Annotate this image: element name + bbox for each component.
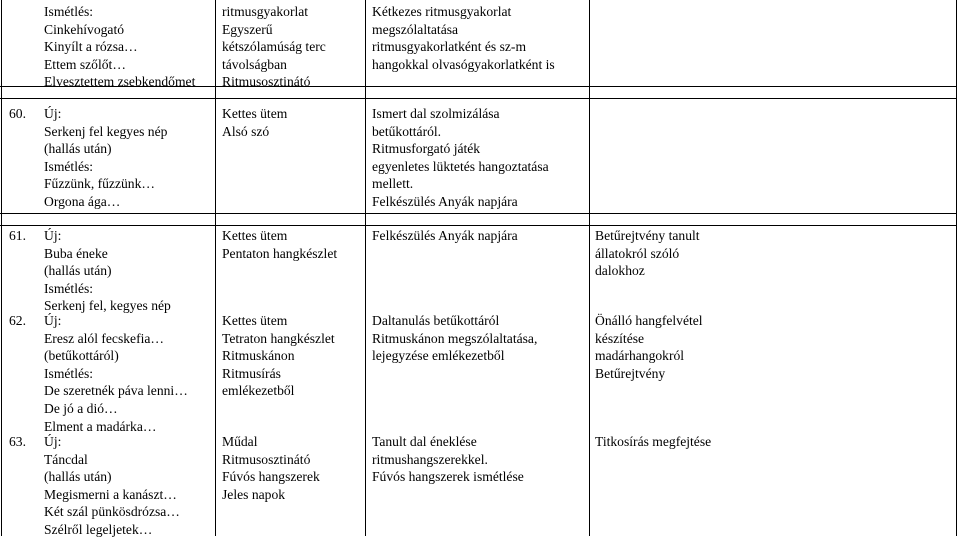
topic-cell [222, 105, 287, 140]
cell-text-line: Ritmuskánon megszólaltatása, [372, 330, 538, 346]
song-list-cell [44, 433, 180, 539]
song-list-cell [44, 227, 171, 315]
cell-text-line: De szeretnék páva lenni… [44, 383, 188, 399]
cell-text-line: Felkészülés Anyák napjára [372, 193, 518, 209]
cell-text-line: Kettes ütem [222, 106, 288, 121]
cell-text-line: Buba éneke [44, 245, 108, 261]
cell-text-line: kétszólamúság terc [222, 39, 326, 55]
cell-text-line: Elvesztettem zsebkendőmet [44, 74, 196, 90]
task-cell [595, 433, 711, 451]
cell-text-line: Ritmusírás [222, 365, 281, 381]
cell-text-line: megszólaltatása [372, 21, 459, 37]
cell-text-line: Önálló hangfelvétel [595, 313, 703, 328]
cell-text-line: Felkészülés Anyák napjára [372, 228, 518, 243]
cell-text-line: Ritmusosztinátó [222, 74, 311, 90]
topic-cell [222, 227, 337, 262]
cell-text-line: dalokhoz [595, 263, 645, 279]
cell-text-line: Titkosírás megfejtése [595, 434, 712, 449]
cell-text-line: egyenletes lüktetés hangoztatása [372, 158, 549, 174]
cell-text-line: Szélről legeljetek… [44, 521, 153, 537]
song-list-cell [44, 3, 195, 91]
cell-text-line: (hallás után) [44, 469, 112, 485]
cell-text-line: betűkottáról. [372, 123, 442, 139]
cell-text-line: Új: [44, 313, 62, 328]
cell-text-line: Kinyílt a rózsa… [44, 39, 138, 55]
cell-text-line: Új: [44, 434, 62, 449]
cell-text-line: Cinkehívogató [44, 21, 125, 37]
table-row [0, 225, 957, 314]
cell-text-line: Fűzzünk, fűzzünk… [44, 176, 155, 192]
cell-text-line: Új: [44, 106, 62, 121]
cell-text-line: távolságban [222, 56, 287, 72]
cell-text-line: Ritmuskánon [222, 348, 295, 364]
cell-text-line: (hallás után) [44, 141, 112, 157]
topic-cell [222, 3, 326, 91]
cell-text-line: Két szál pünkösdrózsa… [44, 504, 180, 520]
topic-cell [222, 312, 335, 400]
activity-cell [372, 105, 549, 211]
cell-text-line: (hallás után) [44, 263, 112, 279]
topic-cell [222, 433, 320, 503]
cell-text-line: ritmusgyakorlatként és sz-m [372, 39, 527, 55]
activity-cell [372, 3, 555, 73]
cell-text-line: madárhangokról [595, 348, 685, 364]
table-row [0, 98, 957, 213]
song-list-cell [44, 312, 188, 435]
cell-text-line: Ismétlés: [44, 280, 94, 296]
cell-text-line: Ismétlés: [44, 158, 94, 174]
cell-text-line: Orgona ága… [44, 193, 121, 209]
cell-text-line: ritmusgyakorlat [222, 4, 309, 19]
cell-text-line: Kétkezes ritmusgyakorlat [372, 4, 512, 19]
cell-text-line: Betűrejtvény tanult [595, 228, 700, 243]
cell-text-line: Kettes ütem [222, 228, 288, 243]
cell-text-line: Serkenj fel kegyes nép [44, 123, 168, 139]
cell-text-line: Daltanulás betűkottáról [372, 313, 500, 328]
cell-text-line: Elment a madárka… [44, 418, 157, 434]
cell-text-line: Ismétlés: [44, 365, 94, 381]
cell-text-line: állatokról szóló [595, 245, 680, 261]
task-cell [595, 227, 700, 280]
cell-text-line: Tetraton hangkészlet [222, 330, 335, 346]
lesson-number: 60. [9, 106, 26, 121]
table-row [0, 431, 957, 536]
cell-text-line: Fúvós hangszerek ismétlése [372, 469, 524, 485]
lesson-number: 62. [9, 313, 26, 328]
activity-cell [372, 312, 537, 365]
cell-text-line: Betűrejtvény [595, 365, 666, 381]
cell-text-line: Jeles napok [222, 486, 286, 502]
cell-text-line: lejegyzése emlékezetből [372, 348, 505, 364]
cell-text-line: Eresz alól fecskefia… [44, 330, 165, 346]
cell-text-line: Ettem szőlőt… [44, 56, 126, 72]
song-list-cell [44, 105, 167, 211]
cell-text-line: Műdal [222, 434, 258, 449]
cell-text-line: Ritmusforgató játék [372, 141, 481, 157]
task-cell [595, 312, 703, 382]
row-divider [0, 213, 957, 214]
cell-text-line: mellett. [372, 176, 414, 192]
cell-text-line: Ritmusosztinátó [222, 451, 311, 467]
cell-text-line: Serkenj fel, kegyes nép [44, 298, 171, 314]
cell-text-line: Egyszerű [222, 21, 273, 37]
cell-text-line: Ismert dal szolmizálása [372, 106, 500, 121]
cell-text-line: Táncdal [44, 451, 88, 467]
lesson-number: 61. [9, 228, 26, 243]
cell-text-line: Ismétlés: [44, 4, 94, 19]
table-row [0, 0, 957, 90]
cell-text-line: ritmushangszerekkel. [372, 451, 488, 467]
lesson-number: 63. [9, 434, 26, 449]
cell-text-line: De jó a dió… [44, 400, 118, 416]
cell-text-line: Pentaton hangkészlet [222, 245, 338, 261]
activity-cell [372, 433, 524, 486]
cell-text-line: készítése [595, 330, 645, 346]
cell-text-line: Megismerni a kanászt… [44, 486, 177, 502]
cell-text-line: Tanult dal éneklése [372, 434, 477, 449]
cell-text-line: (betűkottáról) [44, 348, 119, 364]
activity-cell [372, 227, 518, 245]
table-row [0, 310, 957, 432]
cell-text-line: hangokkal olvasógyakorlatként is [372, 56, 555, 72]
cell-text-line: Alsó szó [222, 123, 270, 139]
cell-text-line: Fúvós hangszerek [222, 469, 320, 485]
cell-text-line: Kettes ütem [222, 313, 288, 328]
cell-text-line: emlékezetből [222, 383, 295, 399]
cell-text-line: Új: [44, 228, 62, 243]
